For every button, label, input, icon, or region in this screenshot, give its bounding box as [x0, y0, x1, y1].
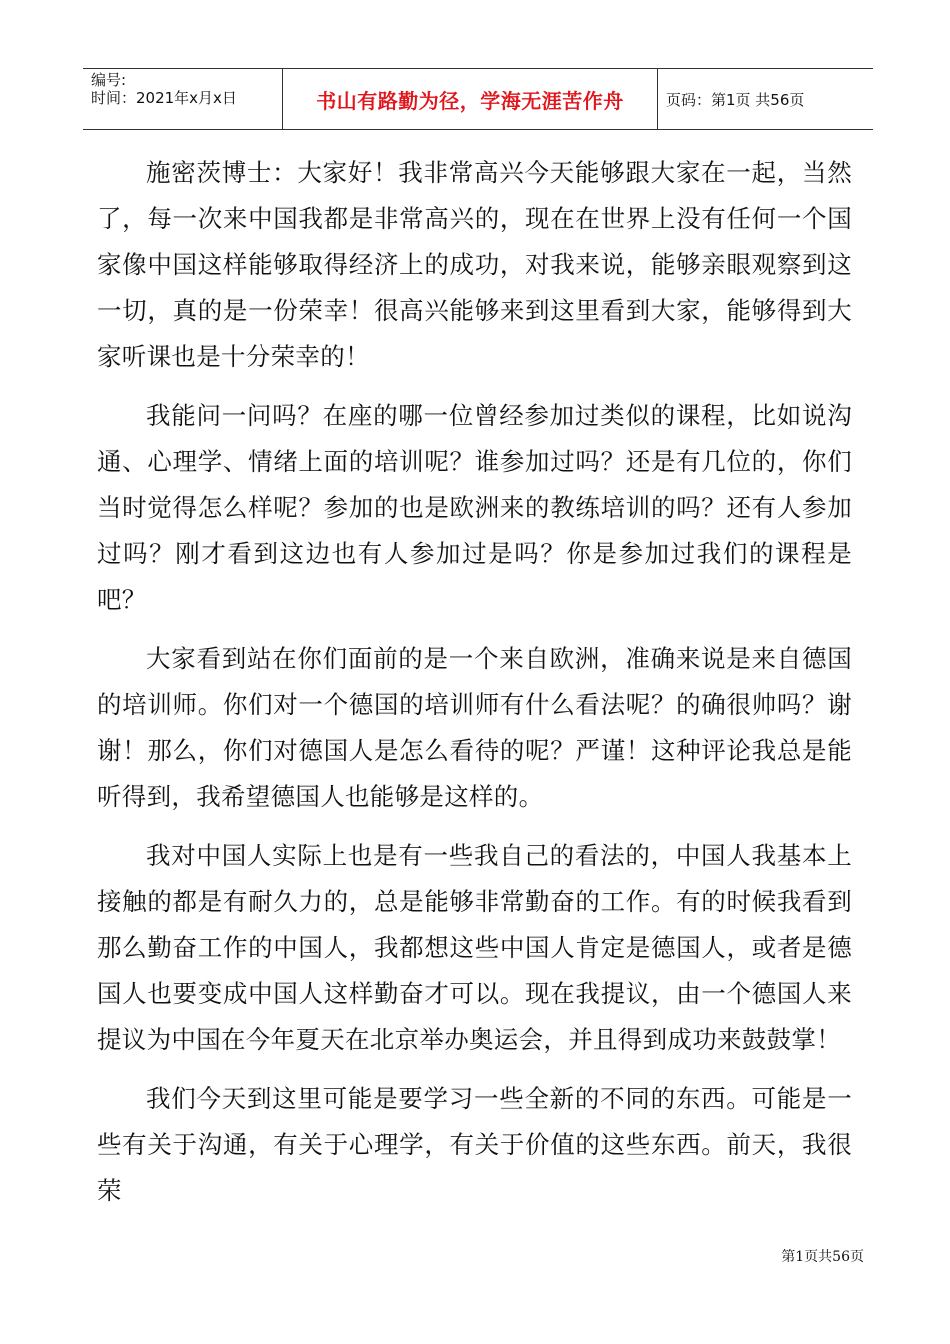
paragraph: 施密茨博士：大家好！我非常高兴今天能够跟大家在一起，当然了，每一次来中国我都是非常高兴的，现在在世界上没有任何一个国家像中国这样能够取得经济上的成功，对我来说，能够亲眼观察到这一切，真的是一份荣幸！很高兴能够来到这里看到大家，能够得到大家听课也是十分荣幸的！ [97, 158, 852, 371]
header-motto: 书山有路勤为径，学海无涯苦作舟 [283, 69, 658, 129]
document-body [97, 150, 852, 1227]
paragraph: 我能问一问吗？在座的哪一位曾经参加过类似的课程，比如说沟通、心理学、情绪上面的培训呢？谁参加过吗？还是有几位的，你们当时觉得怎么样呢？参加的也是欧洲来的教练培训的吗？还有人参加过吗？刚才看到这边也有人参加过是吗？你是参加过我们的课程是吧？ [97, 401, 852, 614]
paragraph: 我对中国人实际上也是有一些我自己的看法的，中国人我基本上接触的都是有耐久力的，总是能够非常勤奋的工作。有的时候我看到那么勤奋工作的中国人，我都想这些中国人肯定是德国人，或者是德国人也要变成中国人这样勤奋才可以。现在我提议，由一个德国人来提议为中国在今年夏天在北京举办奥运会，并且得到成功来鼓鼓掌！ [97, 841, 852, 1054]
page-header [83, 68, 873, 130]
header-page-info: 页码：第1页 共56页 [666, 90, 805, 109]
paragraph: 我们今天到这里可能是要学习一些全新的不同的东西。可能是一些有关于沟通，有关于心理学，有关于价值的这些东西。前天，我很荣 [97, 1084, 852, 1205]
header-meta [83, 69, 283, 129]
time-label: 时间：2021年x月x日 [91, 89, 237, 107]
paragraph: 大家看到站在你们面前的是一个来自欧洲，准确来说是来自德国的培训师。你们对一个德国的培训师有什么看法呢？的确很帅吗？谢谢！那么，你们对德国人是怎么看待的呢？严谨！这种评论我总是能听得到，我希望德国人也能够是这样的。 [97, 644, 852, 811]
page-footer: 第1页共56页 [781, 1249, 864, 1265]
number-label: 编号: [91, 71, 127, 89]
